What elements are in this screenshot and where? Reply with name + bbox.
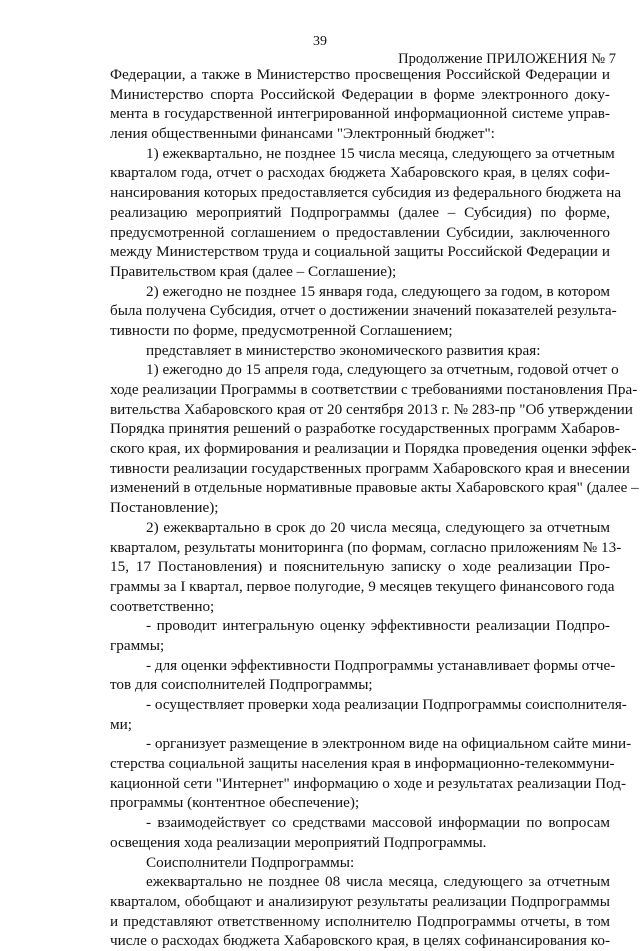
text-line: была получена Субсидия, отчет о достижении значений показателей результа- xyxy=(110,302,617,320)
text-line: Постановление); xyxy=(110,499,219,517)
text-line: ежеквартально не позднее 08 числа месяца, следующего за отчетным xyxy=(146,873,610,891)
document-body xyxy=(110,65,639,951)
text-line: ского края, их формирования и реализации и Порядка проведения оценки эффек- xyxy=(110,440,637,458)
text-line: тивности реализации государственных программ Хабаровского края и внесении xyxy=(110,459,630,477)
text-line: вительства Хабаровского края от 20 сентября 2013 г. № 283-пр "Об утверждении xyxy=(110,400,633,418)
text-line: Соисполнители Подпрограммы: xyxy=(146,853,355,871)
text-line: Правительством края (далее – Соглашение); xyxy=(110,262,397,280)
text-line: - осуществляет проверки хода реализации Подпрограммы соисполнителя- xyxy=(146,696,627,713)
appendix-continuation-header: Продолжение ПРИЛОЖЕНИЯ № 7 xyxy=(398,51,616,67)
text-line: соответственно; xyxy=(110,597,215,615)
text-line: изменений в отдельные нормативные правовые акты Хабаровского края" (далее – xyxy=(110,479,639,497)
text-line: программы (контентное обеспечение); xyxy=(110,794,360,812)
text-line: граммы; xyxy=(110,636,165,654)
text-line: 1) ежеквартально, не позднее 15 числа месяца, следующего за отчетным xyxy=(146,144,615,162)
text-line: ления общественными финансами "Электронный бюджет": xyxy=(110,125,495,143)
text-line: представляет в министерство экономического развития края: xyxy=(146,341,541,359)
page-number: 39 xyxy=(313,34,327,49)
text-line: мента в государственной интегрированной информационной системе управ- xyxy=(110,105,610,123)
text-line: реализацию мероприятий Подпрограммы (далее – Субсидия) по форме, xyxy=(110,203,610,221)
text-line: стерства социальной защиты населения края в информационно-телекоммуни- xyxy=(110,755,615,773)
text-line: освещения хода реализации мероприятий Подпрограммы. xyxy=(110,833,487,851)
text-line: кварталом года, отчет о расходах бюджета Хабаровского края, в целях софи- xyxy=(110,164,610,182)
text-line: - организует размещение в электронном виде на официальном сайте мини- xyxy=(146,735,632,753)
text-line: и представляют ответственному исполнителю Подпрограммы отчеты, в том xyxy=(110,912,610,930)
text-line: тивности по форме, предусмотренной Соглашением; xyxy=(110,321,453,339)
text-line: 2) ежегодно не позднее 15 января года, следующего за годом, в котором xyxy=(146,282,610,300)
text-line: 2) ежеквартально в срок до 20 числа месяца, следующего за отчетным xyxy=(146,518,610,536)
text-line: кварталом, обобщают и анализируют результаты реализации Подпрограммы xyxy=(110,892,610,910)
text-line: между Министерством труда и социальной защиты Российской Федерации и xyxy=(110,243,610,261)
text-line: числе о расходах бюджета Хабаровского края, в целях софинансирования ко- xyxy=(110,932,610,950)
text-line: - для оценки эффективности Подпрограммы устанавливает формы отче- xyxy=(146,656,616,674)
text-line: кварталом, результаты мониторинга (по формам, согласно приложениям № 13- xyxy=(110,538,622,556)
text-line: кационной сети "Интернет" информацию о ходе и результатах реализации Под- xyxy=(110,774,627,792)
text-line: - взаимодействует со средствами массовой информации по вопросам xyxy=(146,814,610,832)
text-line: Министерство спорта Российской Федерации в форме электронного доку- xyxy=(110,85,610,103)
text-line: ми; xyxy=(110,715,132,733)
text-line: тов для соисполнителей Подпрограммы; xyxy=(110,676,373,694)
text-line: ходе реализации Программы в соответствии с требованиями постановления Пра- xyxy=(110,381,638,398)
text-line: 15, 17 Постановления) и пояснительную записку о ходе реализации Про- xyxy=(110,558,610,576)
text-line: Порядка принятия решений о разработке государственных программ Хабаров- xyxy=(110,420,620,438)
text-line: граммы за I квартал, первое полугодие, 9 месяцев текущего финансового года xyxy=(110,577,615,595)
text-line: 1) ежегодно до 15 апреля года, следующего за отчетным, годовой отчет о xyxy=(146,361,619,379)
text-line: - проводит интегральную оценку эффективности реализации Подпро- xyxy=(146,617,610,635)
text-line: Федерации, а также в Министерство просвещения Российской Федерации и xyxy=(110,66,610,83)
text-line: нансирования которых предоставляется субсидия из федерального бюджета на xyxy=(110,184,622,202)
text-line: предусмотренной соглашением о предоставлении Субсидии, заключенного xyxy=(110,223,610,241)
